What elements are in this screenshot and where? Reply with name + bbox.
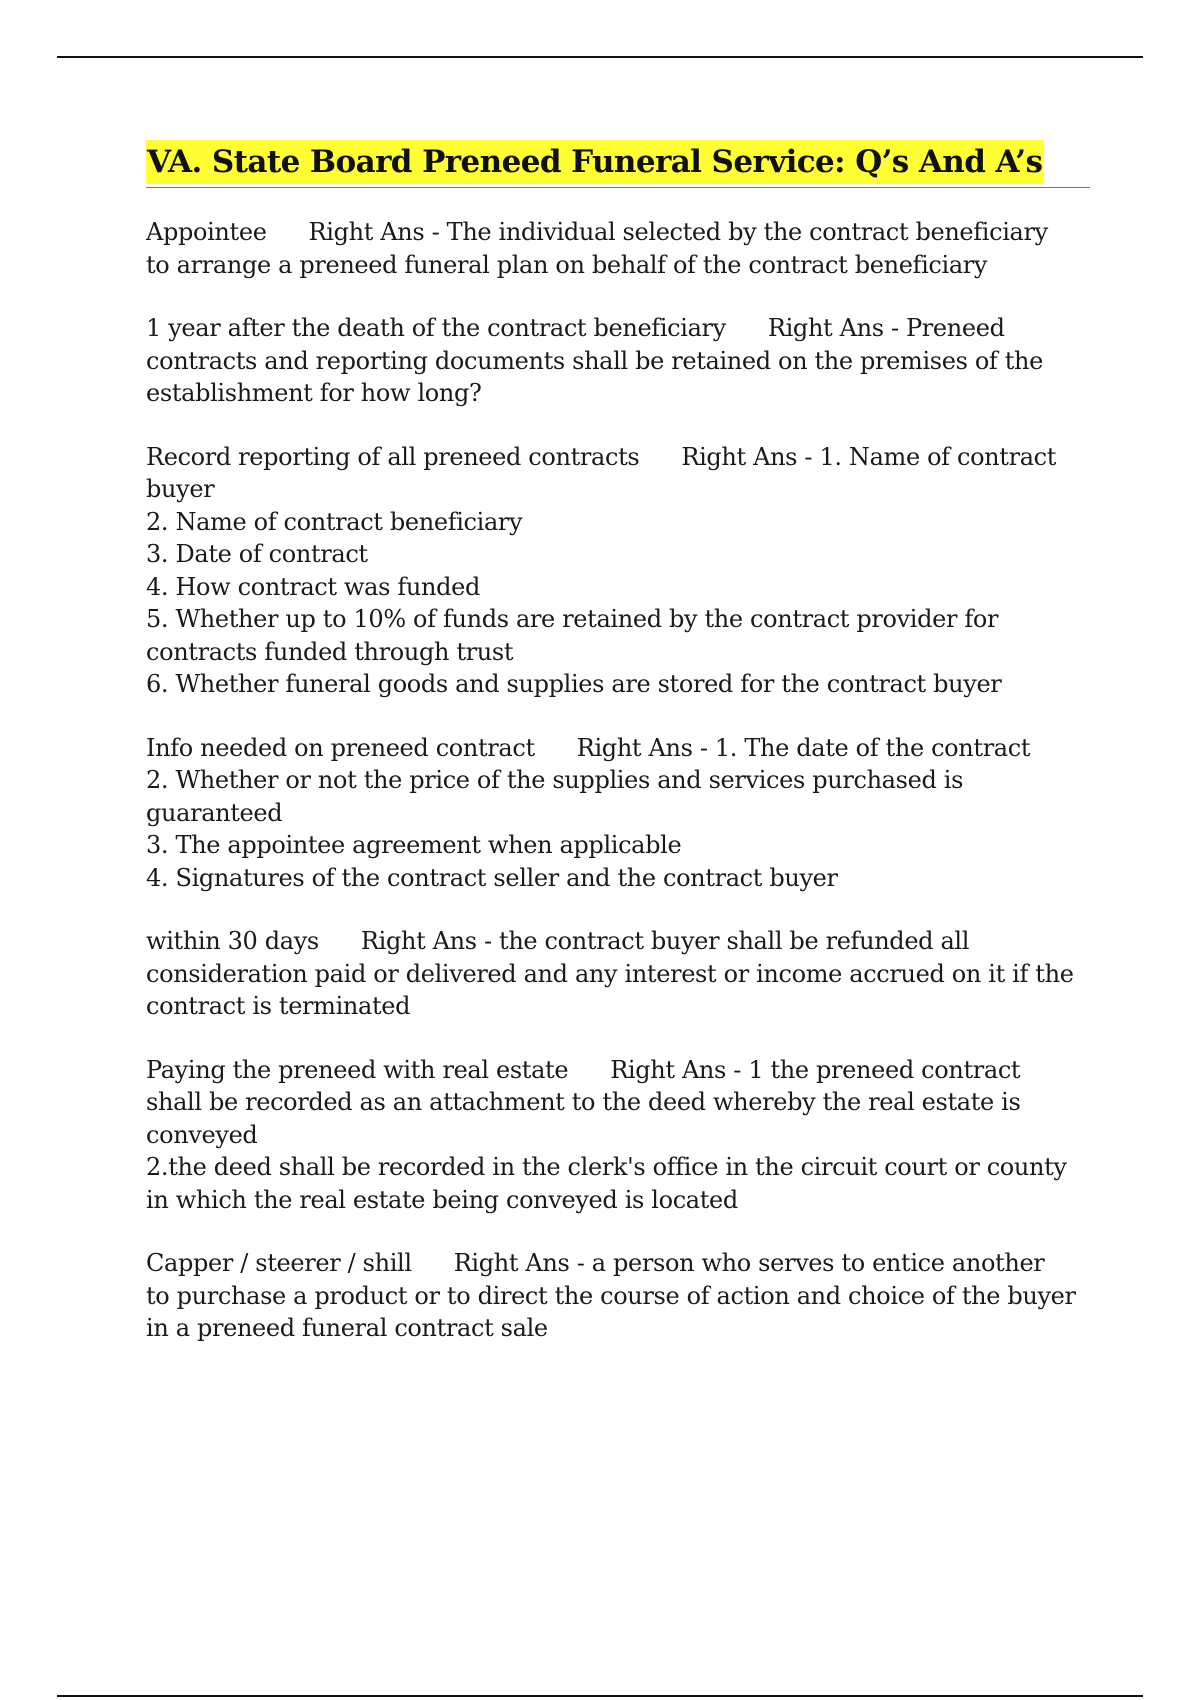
qa-first-line — [146, 1054, 1090, 1087]
qa-item — [146, 216, 1090, 281]
answer-text: Right Ans - 1 the preneed contract — [610, 1055, 1021, 1084]
answer-line: 5. Whether up to 10% of funds are retained by the contract provider for — [146, 605, 999, 633]
qa-first-line — [146, 441, 1090, 474]
document-title: VA. State Board Preneed Funeral Service: Q’s And A’s — [146, 140, 1044, 184]
answer-line: buyer — [146, 475, 215, 503]
qa-item — [146, 441, 1090, 701]
answer-line: contract is terminated — [146, 992, 411, 1020]
answer-line: establishment for how long? — [146, 379, 482, 407]
answer-line: in which the real estate being conveyed is located — [146, 1185, 738, 1214]
question-text: Record reporting of all preneed contracts — [146, 442, 640, 471]
answer-line: 3. Date of contract — [146, 540, 368, 568]
answer-line: 4. How contract was funded — [146, 572, 480, 601]
answer-text: Right Ans - The individual selected by the contract beneficiary — [308, 218, 1048, 246]
question-text: Paying the preneed with real estate — [146, 1055, 569, 1084]
answer-line: to arrange a preneed funeral plan on behalf of the contract beneficiary — [146, 250, 988, 279]
answer-text: Right Ans - the contract buyer shall be refunded all — [360, 927, 970, 955]
answer-text: Right Ans - Preneed — [767, 314, 1005, 342]
qa-first-line — [146, 925, 1090, 958]
question-text: Capper / steerer / shill — [146, 1249, 412, 1277]
qa-first-line — [146, 1247, 1090, 1280]
qa-first-line — [146, 216, 1090, 249]
answer-line: 3. The appointee agreement when applicable — [146, 831, 682, 859]
answer-text: Right Ans - a person who serves to entice another — [453, 1249, 1045, 1277]
qa-item — [146, 312, 1090, 410]
answer-line: consideration paid or delivered and any interest or income accrued on it if the — [146, 959, 1074, 988]
qa-item — [146, 925, 1090, 1023]
header-rule — [57, 56, 1143, 58]
answer-line: contracts and reporting documents shall be retained on the premises of the — [146, 346, 1043, 375]
answer-line: in a preneed funeral contract sale — [146, 1314, 548, 1342]
qa-list — [146, 216, 1090, 1345]
qa-item — [146, 1247, 1090, 1345]
answer-text: Right Ans - 1. The date of the contract — [576, 733, 1031, 762]
qa-first-line — [146, 732, 1090, 765]
answer-line: guaranteed — [146, 798, 283, 827]
answer-line: shall be recorded as an attachment to the deed whereby the real estate is — [146, 1088, 1021, 1116]
qa-item — [146, 1054, 1090, 1217]
answer-line: to purchase a product or to direct the course of action and choice of the buyer — [146, 1281, 1076, 1310]
answer-line: 6. Whether funeral goods and supplies are stored for the contract buyer — [146, 670, 1002, 698]
document-body — [146, 140, 1090, 1376]
footer-rule — [57, 1695, 1143, 1697]
answer-line: contracts funded through trust — [146, 637, 514, 666]
answer-line: conveyed — [146, 1120, 258, 1149]
qa-item — [146, 732, 1090, 895]
title-block — [146, 140, 1090, 188]
answer-text: Right Ans - 1. Name of contract — [681, 442, 1057, 471]
question-text: Appointee — [146, 218, 267, 246]
answer-line: 2.the deed shall be recorded in the clerk's office in the circuit court or county — [146, 1153, 1067, 1181]
question-text: Info needed on preneed contract — [146, 733, 535, 762]
answer-line: 4. Signatures of the contract seller and the contract buyer — [146, 863, 838, 892]
answer-line: 2. Name of contract beneficiary — [146, 507, 523, 536]
answer-line: 2. Whether or not the price of the supplies and services purchased is — [146, 766, 964, 794]
question-text: 1 year after the death of the contract beneficiary — [146, 314, 726, 342]
question-text: within 30 days — [146, 927, 319, 955]
qa-first-line — [146, 312, 1090, 345]
